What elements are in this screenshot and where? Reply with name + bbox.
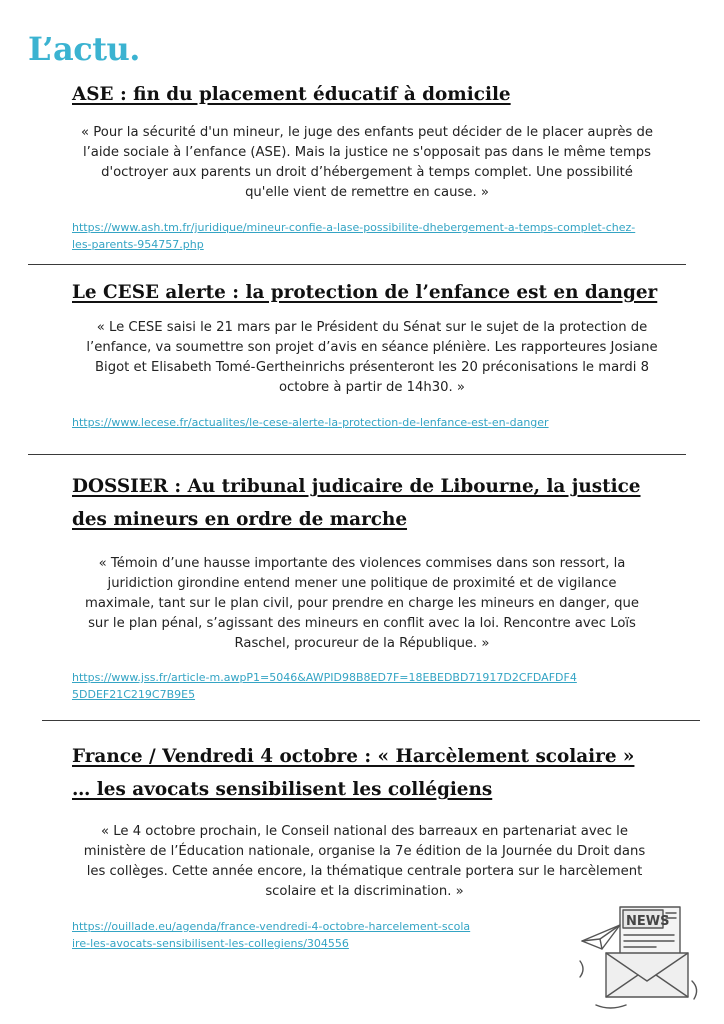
article-ase — [72, 78, 662, 253]
article-link[interactable]: https://www.jss.fr/article-m.awpP1=5046&AWPID98B8ED7F=18EBEDBD71917D2CFDAFDF45DDEF21C219C7B9E5 — [72, 671, 577, 701]
article-headline: ASE : fin du placement éducatif à domicile — [72, 84, 511, 105]
news-sign-text: NEWS — [626, 914, 670, 929]
article-link[interactable]: https://www.ash.tm.fr/juridique/mineur-confie-a-lase-possibilite-dhebergement-a-temps-complet-chez-les-parents-954757.php — [72, 221, 636, 251]
article-headline: Le CESE alerte : la protection de l’enfance est en danger — [72, 282, 658, 303]
page-title: L’actu. — [28, 30, 140, 68]
article-headline: France / Vendredi 4 octobre : « Harcèlement scolaire » … les avocats sensibilisent les collégiens — [72, 746, 635, 800]
article-quote: « Le 4 octobre prochain, le Conseil national des barreaux en partenariat avec le ministère de l’Éducation nationale, organise la 7e édition de la Journée du Droit dans les collèges. Cette année encore, la thématique centrale portera sur le harcèlement scolaire et la discrimination. » — [83, 824, 646, 899]
article-quote: « Témoin d’une hausse importante des violences commises dans son ressort, la juridiction girondine entend mener une politique de proximité et de vigilance maximale, tant sur le plan civil, pour prendre en charge les mineurs en danger, que sur le plan pénal, s’agissant des mineurs en conflit avec la loi. Rencontre avec Loïs Raschel, procureur de la République. » — [84, 556, 640, 651]
divider — [42, 720, 700, 721]
divider — [28, 264, 686, 265]
news-envelope-icon — [576, 895, 706, 1010]
article-quote: « Le CESE saisi le 21 mars par le Président du Sénat sur le sujet de la protection de l’enfance, va soumettre son projet d’avis en séance plénière. Les rapporteures Josiane Bigot et Elisabeth Tomé-Gertheinrichs présenteront les 20 préconisations le mardi 8 octobre à partir de 14h30. » — [86, 320, 658, 395]
article-link[interactable]: https://www.lecese.fr/actualites/le-cese-alerte-la-protection-de-lenfance-est-en-danger — [72, 416, 549, 429]
article-quote: « Pour la sécurité d'un mineur, le juge des enfants peut décider de le placer auprès de l’aide sociale à l’enfance (ASE). Mais la justice ne s'opposait pas dans le même temps d'octroyer aux parents un droit d’hébergement à temps complet. Une possibilité qu'elle vient de remettre en cause. » — [81, 125, 653, 200]
divider — [28, 454, 686, 455]
article-harcelement — [72, 740, 657, 952]
article-libourne — [72, 470, 652, 703]
article-cese — [72, 276, 672, 431]
article-link[interactable]: https://ouillade.eu/agenda/france-vendredi-4-octobre-harcelement-scolaire-les-avocats-sensibilisent-les-collegiens/304556 — [72, 920, 471, 950]
article-headline: DOSSIER : Au tribunal judicaire de Libourne, la justice des mineurs en ordre de marche — [72, 476, 641, 530]
